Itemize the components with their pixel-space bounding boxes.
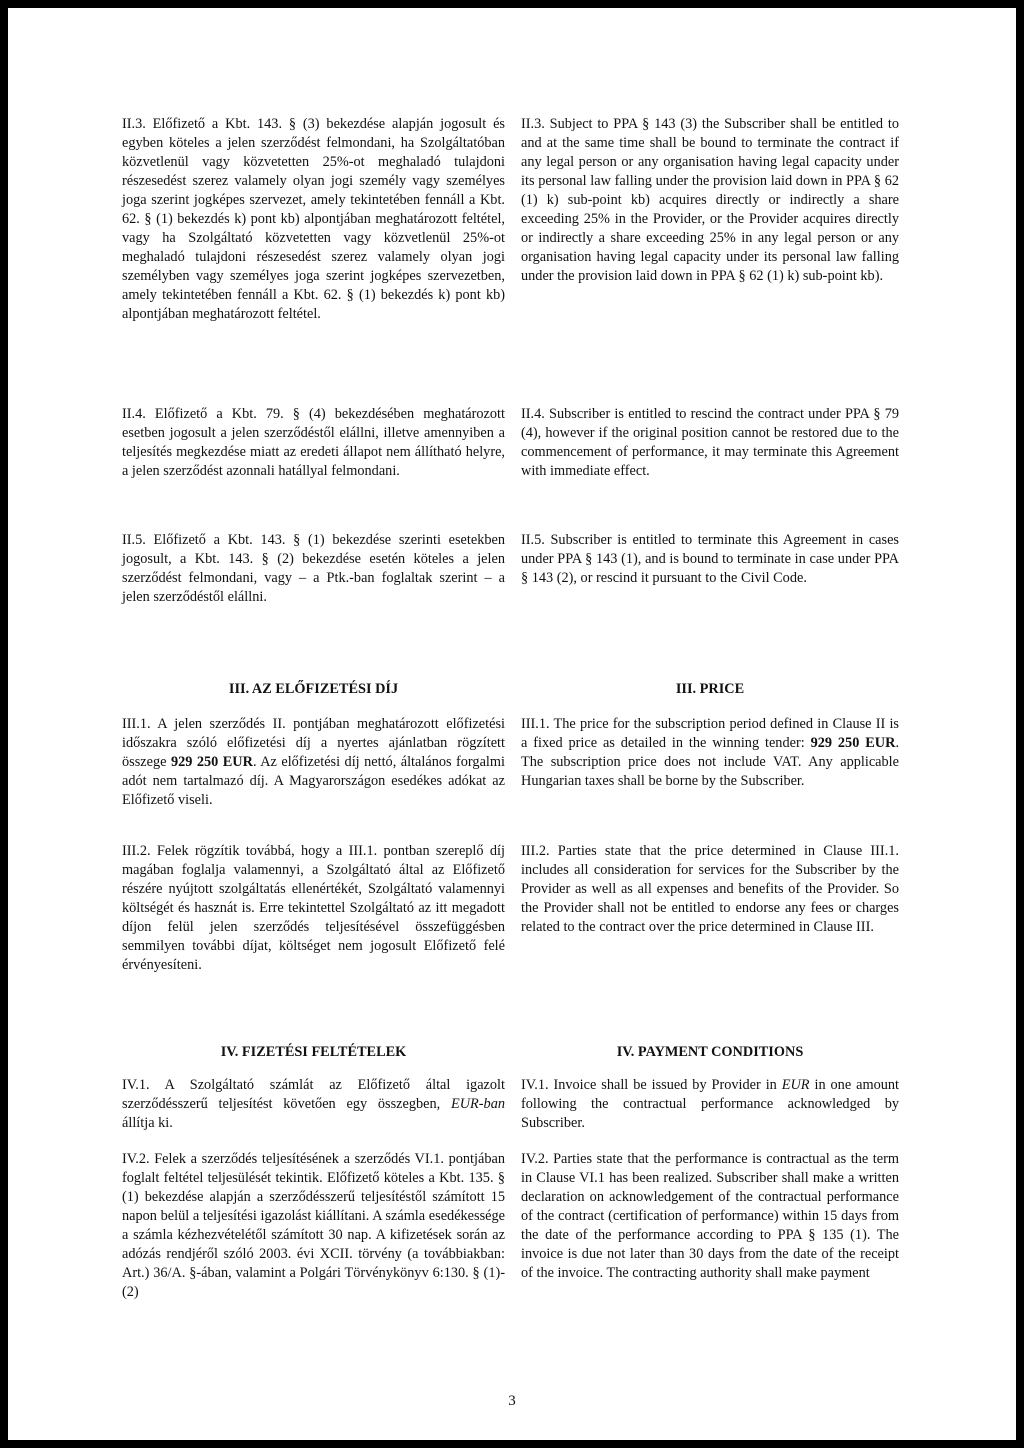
clause-iv1-hu-text-end: állítja ki. xyxy=(122,1115,173,1131)
clause-iii2-hu: III.2. Felek rögzítik továbbá, hogy a III.1. pontban szereplő díj magában foglalja valamennyi, a Szolgáltató által az Előfizető részére nyújtott szolgáltatás ellenértékét, Szolgáltató valamennyi költségét és hasznát is. Erre tekintettel Szolgáltató az itt megadott díjon felül jelen szerződés teljesítésével összefüggésben semmilyen további díjat, költséget nem jogosult Előfizető felé érvényesíteni. xyxy=(122,843,505,973)
chapter-iv-heading-en: IV. PAYMENT CONDITIONS xyxy=(616,1044,804,1060)
clause-iv1-en-text-start: IV.1. Invoice shall be issued by Provider in xyxy=(521,1077,782,1093)
price-amount-en: 929 250 EUR xyxy=(810,735,896,751)
currency-en: EUR xyxy=(781,1077,810,1093)
clause-iii2-en: III.2. Parties state that the price determined in Clause III.1. includes all consideration for services for the Subscriber by the Provider as well as all expenses and benefits of the Provider. So the Provider shall not be entitled to endorse any fees or charges related to the contract over the price determined in Clause III. xyxy=(521,843,899,935)
clause-ii4-hu: II.4. Előfizető a Kbt. 79. § (4) bekezdésében meghatározott esetben jogosult a jelen szerződéstől elállni, illetve amennyiben a teljesítés megkezdése miatt az eredeti állapot nem állítható helyre, a jelen szerződést azonnali hatállyal felmondani. xyxy=(122,406,505,479)
clause-iii1-en-text-start: III.1. The price for the subscription period defined in Clause II is a fixed price as detailed in the winning tender: xyxy=(521,716,899,751)
clause-iv1-en xyxy=(521,1076,899,1133)
clause-ii5-en: II.5. Subscriber is entitled to terminate this Agreement in cases under PPA § 143 (1), and is bound to terminate in case under PPA § 143 (2), or rescind it pursuant to the Civil Code. xyxy=(521,532,899,586)
clause-iii1-hu-text-end: . Az előfizetési díj nettó, általános forgalmi adót nem tartalmazó díj. A Magyarországon esedékes adókat az Előfizető viseli. xyxy=(122,754,505,808)
clause-iii1-en xyxy=(521,715,899,791)
chapter-iv-heading-hu: IV. FIZETÉSI FELTÉTELEK xyxy=(220,1044,407,1060)
page-number: 3 xyxy=(508,1393,516,1409)
clause-iv1-en-text-end: in one amount following the contractual performance acknowledged by Subscriber. xyxy=(521,1077,899,1131)
clause-iv1-hu-text-start: IV.1. A Szolgáltató számlát az Előfizető által igazolt szerződésszerű teljesítést követően egy összegben, xyxy=(122,1077,505,1112)
clause-ii5-hu: II.5. Előfizető a Kbt. 143. § (1) bekezdése szerinti esetekben jogosult, a Kbt. 143. § (2) bekezdése esetén köteles a jelen szerződést felmondani, vagy – a Ptk.-ban foglaltak szerint – a jelen szerződéstől elállni. xyxy=(122,532,505,605)
clause-iv2-hu: IV.2. Felek a szerződés teljesítésének a szerződés VI.1. pontjában foglalt feltétel teljesülését tekintik. Előfizető köteles a Kbt. 135. § (1) bekezdése alapján a szerződésszerű teljesítéstől számított 15 napon belül a teljesítési igazolást kiállítani. A számla esedékessége a számla kézhezvételétől számított 30 nap. A kifizetések során az adózás rendjéről szóló 2003. évi XCII. törvény (a továbbiakban: Art.) 36/A. §-ában, valamint a Polgári Törvénykönyv 6:130. § (1)-(2) xyxy=(122,1151,505,1300)
clause-ii3-en: II.3. Subject to PPA § 143 (3) the Subscriber shall be entitled to and at the same time shall be bound to terminate the contract if any legal person or any organisation having legal capacity under its personal law falling under the provision laid down in PPA § 62 (1) k) sub-point kb) acquires directly or indirectly a share exceeding 25% in the Provider, or the Provider acquires directly or indirectly a share exceeding 25% in any legal person or any organisation having legal capacity under its personal law falling under the provision laid down in PPA § 62 (1) k) sub-point kb). xyxy=(521,116,899,284)
price-amount-hu: 929 250 EUR xyxy=(170,754,253,770)
chapter-iii-heading-en: III. PRICE xyxy=(675,681,745,697)
clause-ii3-hu: II.3. Előfizető a Kbt. 143. § (3) bekezdése alapján jogosult és egyben köteles a jelen szerződést felmondani, ha Szolgáltatóban közvetlenül vagy közvetetten 25%-ot meghaladó tulajdoni részesedést szerez valamely olyan jogi személy vagy személyes joga szerint jogképes szervezet, amely tekintetében fennáll a Kbt. 62. § (1) bekezdés k) pont kb) alpontjában meghatározott feltétel, vagy ha Szolgáltató közvetetten vagy közvetlenül 25%-ot meghaladó tulajdoni részesedést szerez valamely olyan jogi személyben vagy személyes joga szerint jogképes szervezetben, amely tekintetében fennáll a Kbt. 62. § (1) bekezdés k) pont kb) alpontjában meghatározott feltétel. xyxy=(122,116,505,322)
clause-iii1-en-text-end: . The subscription price does not include VAT. Any applicable Hungarian taxes shall be borne by the Subscriber. xyxy=(521,735,900,789)
chapter-iii-heading-hu: III. AZ ELŐFIZETÉSI DÍJ xyxy=(228,681,399,697)
clause-iv1-hu xyxy=(122,1076,505,1133)
clause-iii1-hu-text-start: III.1. A jelen szerződés II. pontjában meghatározott előfizetési időszakra szóló előfizetési díj a nyertes ajánlatban rögzített összege xyxy=(122,716,505,770)
clause-iii1-hu xyxy=(122,715,505,810)
clause-iv2-en: IV.2. Parties state that the performance is contractual as the term in Clause VI.1 has been realized. Subscriber shall make a written declaration on acknowledgement of the contractual performance of the contract (certification of performance) within 15 days from the date of the performance according to PPA § 135 (1). The invoice is due not later than 30 days from the date of the receipt of the invoice. The contracting authority shall make payment xyxy=(521,1151,899,1281)
currency-hu: EUR-ban xyxy=(451,1096,505,1112)
clause-ii4-en: II.4. Subscriber is entitled to rescind the contract under PPA § 79 (4), however if the original position cannot be restored due to the commencement of performance, it may terminate this Agreement with immediate effect. xyxy=(521,406,899,479)
